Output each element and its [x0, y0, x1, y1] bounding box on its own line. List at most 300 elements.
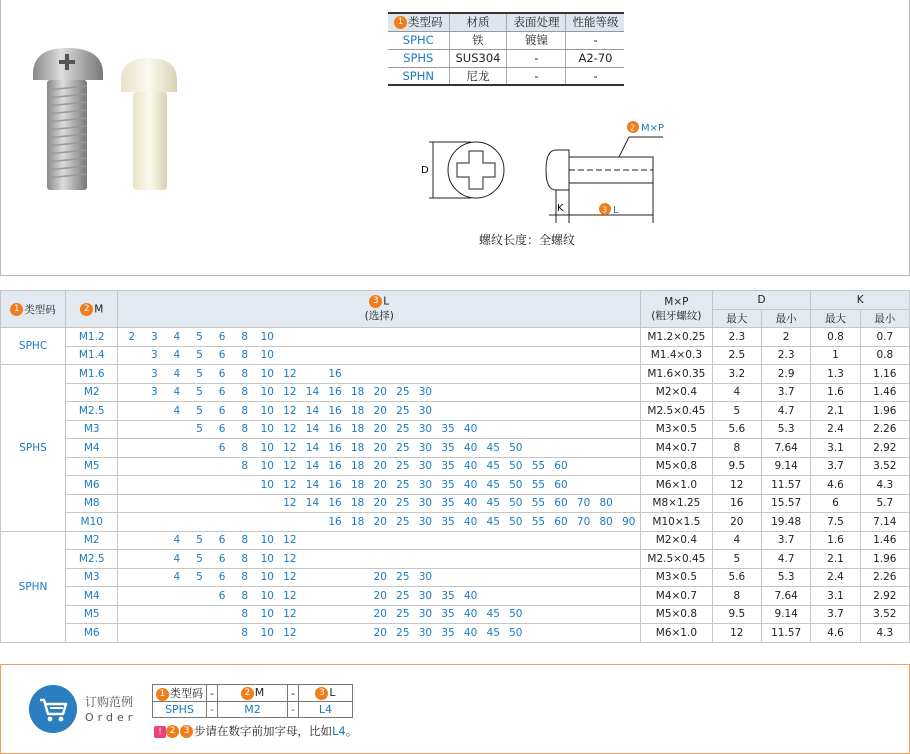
l-value: 3 [150, 386, 158, 399]
l-value: 12 [283, 404, 297, 417]
l-value: 55 [531, 515, 546, 528]
l-value: 35 [441, 460, 455, 473]
l-value: 6 [218, 386, 226, 399]
l-value: 16 [328, 515, 342, 528]
header-type-code: 1 类型码 [1, 291, 66, 328]
l-value: 8 [241, 460, 249, 473]
product-overview-panel [0, 0, 910, 276]
l-value: 90 [622, 515, 636, 528]
header-d-min: 最小 [761, 309, 811, 328]
table-row [1, 531, 910, 550]
dmin-cell: 19.48 [761, 513, 811, 532]
l-value: 30 [418, 497, 433, 510]
l-value: 4 [173, 386, 181, 399]
l-value: 30 [418, 441, 433, 454]
l-values-cell [118, 587, 641, 606]
l-value: 5 [196, 367, 203, 380]
kmax-cell: 2.1 [811, 402, 860, 421]
l-value: 30 [418, 626, 433, 639]
kmin-cell: 3.52 [860, 605, 909, 624]
header-k-max: 最大 [811, 309, 860, 328]
kmin-cell: 1.46 [860, 383, 909, 402]
l-value: 20 [373, 404, 387, 417]
l-value: 10 [260, 552, 274, 565]
l-value: 14 [305, 404, 320, 417]
kmax-cell: 7.5 [811, 513, 860, 532]
table-row [1, 457, 910, 476]
l-value: 30 [418, 478, 433, 491]
l-value: 30 [418, 423, 433, 436]
l-values-cell [118, 383, 641, 402]
svg-text:3: 3 [602, 205, 608, 215]
l-value: 30 [418, 571, 433, 584]
l-value: 25 [396, 460, 410, 473]
l-value: 16 [328, 460, 342, 473]
l-value: 18 [350, 478, 365, 491]
header-d: D [712, 291, 811, 310]
m-cell: M2.5 [66, 550, 118, 569]
l-value: 20 [373, 515, 387, 528]
kmax-cell: 0.8 [811, 328, 860, 347]
l-value: 55 [531, 497, 546, 510]
mp-cell: M2×0.4 [641, 531, 713, 550]
table-row [1, 476, 910, 495]
m-cell: M2 [66, 383, 118, 402]
table-row [1, 568, 910, 587]
table-row [1, 439, 910, 458]
l-value: 14 [305, 497, 320, 510]
table-row [1, 420, 910, 439]
dmin-cell: 4.7 [761, 550, 811, 569]
l-value: 25 [396, 497, 410, 510]
l-value: 8 [241, 367, 249, 380]
l-value: 60 [554, 515, 568, 528]
mp-cell: M4×0.7 [641, 439, 713, 458]
l-value: 4 [173, 571, 181, 584]
dmax-cell: 9.5 [712, 457, 761, 476]
l-value: 5 [196, 349, 203, 362]
l-value: 18 [350, 404, 365, 417]
l-value: 70 [576, 515, 591, 528]
l-value: 5 [196, 330, 203, 343]
l-value: 14 [305, 478, 320, 491]
l-value: 40 [463, 460, 478, 473]
l-value: 40 [463, 515, 478, 528]
l-value: 10 [260, 367, 274, 380]
l-value: 50 [509, 478, 523, 491]
l-value: 12 [283, 589, 297, 602]
kmin-cell: 2.26 [860, 420, 909, 439]
l-value: 10 [260, 626, 274, 639]
dmin-cell: 2.9 [761, 365, 811, 384]
l-value: 20 [373, 608, 387, 621]
type-code-cell: SPHS [1, 365, 66, 532]
l-value: 35 [441, 441, 455, 454]
l-value: 18 [350, 441, 365, 454]
header-k: K [811, 291, 910, 310]
l-value: 6 [218, 404, 226, 417]
l-value: 30 [418, 404, 433, 417]
l-value: 8 [241, 608, 249, 621]
l-values-cell [118, 346, 641, 365]
l-value: 12 [283, 552, 297, 565]
l-values-cell [118, 531, 641, 550]
l-value: 10 [260, 330, 274, 343]
l-value: 30 [418, 460, 433, 473]
dmin-cell: 5.3 [761, 568, 811, 587]
l-value: 4 [173, 404, 181, 417]
table-row [1, 605, 910, 624]
order-title: 订购范例 [85, 695, 134, 709]
svg-text:2: 2 [630, 123, 636, 133]
l-value: 16 [328, 441, 342, 454]
dmax-cell: 5 [712, 550, 761, 569]
l-value: 60 [554, 497, 568, 510]
m-cell: M1.6 [66, 365, 118, 384]
l-value: 10 [260, 441, 274, 454]
l-value: 20 [373, 626, 387, 639]
l-value: 50 [509, 515, 523, 528]
screw-photo [29, 40, 189, 200]
order-example-panel [0, 664, 910, 754]
l-value: 30 [418, 589, 433, 602]
l-value: 12 [283, 534, 297, 547]
l-value: 12 [283, 367, 297, 380]
m-cell: M1.2 [66, 328, 118, 347]
l-value: 25 [396, 589, 410, 602]
l-value: 55 [531, 478, 546, 491]
l-value: 45 [486, 497, 500, 510]
l-value: 35 [441, 589, 455, 602]
kmin-cell: 0.7 [860, 328, 909, 347]
l-value: 25 [396, 423, 410, 436]
l-values-cell [118, 605, 641, 624]
dmin-cell: 3.7 [761, 531, 811, 550]
table-row [1, 365, 910, 384]
l-value: 8 [241, 423, 249, 436]
l-value: 12 [283, 460, 297, 473]
l-value: 80 [599, 497, 613, 510]
l-value: 10 [260, 404, 274, 417]
l-value: 14 [305, 460, 320, 473]
table-row [1, 328, 910, 347]
l-value: 6 [218, 552, 226, 565]
dmin-cell: 11.57 [761, 624, 811, 643]
l-values-cell [118, 568, 641, 587]
l-values-cell [118, 624, 641, 643]
dmin-cell: 11.57 [761, 476, 811, 495]
l-value: 8 [241, 330, 249, 343]
l-value: 70 [576, 497, 591, 510]
l-value: 35 [441, 497, 455, 510]
l-value: 25 [396, 515, 410, 528]
kmax-cell: 1.6 [811, 383, 860, 402]
kmin-cell: 0.8 [860, 346, 909, 365]
mp-cell: M10×1.5 [641, 513, 713, 532]
dmax-cell: 5 [712, 402, 761, 421]
kmax-cell: 3.7 [811, 605, 860, 624]
l-value: 40 [463, 497, 478, 510]
table-row: SPHC 铁 镀镍 - [388, 31, 624, 49]
l-value: 35 [441, 515, 455, 528]
type-code-cell: SPHC [1, 328, 66, 365]
l-value: 3 [150, 349, 158, 362]
l-value: 14 [305, 386, 320, 399]
mp-label: M×P [641, 123, 665, 134]
l-value: 18 [350, 497, 365, 510]
l-value: 16 [328, 423, 342, 436]
l-value: 6 [218, 589, 226, 602]
l-values-cell [118, 402, 641, 421]
l-value: 20 [373, 478, 387, 491]
dmax-cell: 8 [712, 587, 761, 606]
dmin-cell: 4.7 [761, 402, 811, 421]
kmax-cell: 3.7 [811, 457, 860, 476]
l-value: 50 [509, 626, 523, 639]
l-value: 25 [396, 478, 410, 491]
l-value: 25 [396, 441, 410, 454]
l-value: 5 [196, 404, 203, 417]
kmax-cell: 3.1 [811, 439, 860, 458]
dmax-cell: 2.5 [712, 346, 761, 365]
order-title-en: Order [85, 711, 137, 724]
l-value: 12 [283, 441, 297, 454]
kmin-cell: 3.52 [860, 457, 909, 476]
l-value: 45 [486, 515, 500, 528]
l-value: 5 [196, 423, 203, 436]
material-table [388, 12, 624, 86]
material-header-surface: 表面处理 [507, 13, 566, 31]
l-value: 25 [396, 386, 410, 399]
l-value: 4 [173, 367, 181, 380]
l-value: 30 [418, 515, 433, 528]
table-row [1, 513, 910, 532]
mp-cell: M6×1.0 [641, 624, 713, 643]
type-code-cell: SPHN [1, 531, 66, 642]
l-value: 55 [531, 460, 546, 473]
l-values-cell [118, 476, 641, 495]
table-row [1, 550, 910, 569]
l-value: 8 [241, 386, 249, 399]
order-example-table: 1 类型码 - 2 M - 3 L SPHS - M2 - L4 [152, 684, 353, 718]
kmin-cell: 2.92 [860, 439, 909, 458]
l-value: 4 [173, 349, 181, 362]
kmin-cell: 4.3 [860, 624, 909, 643]
l-value: 20 [373, 423, 387, 436]
l-value: 8 [241, 571, 249, 584]
l-values-cell [118, 420, 641, 439]
l-value: 12 [283, 571, 297, 584]
kmin-cell: 2.26 [860, 568, 909, 587]
l-value: 50 [509, 608, 523, 621]
kmin-cell: 1.16 [860, 365, 909, 384]
table-row [1, 383, 910, 402]
l-value: 18 [350, 386, 365, 399]
mp-cell: M4×0.7 [641, 587, 713, 606]
l-value: 12 [283, 386, 297, 399]
l-value: 8 [241, 534, 249, 547]
order-note: ! 2 3 步请在数字前加字母，比如L4。 [154, 723, 357, 739]
kmax-cell: 1.3 [811, 365, 860, 384]
l-value: 25 [396, 608, 410, 621]
l-value: 50 [509, 441, 523, 454]
l-value: 6 [218, 571, 226, 584]
d-label: D [421, 165, 429, 176]
dmin-cell: 7.64 [761, 439, 811, 458]
warning-icon: ! [154, 726, 166, 738]
dmin-cell: 15.57 [761, 494, 811, 513]
dmin-cell: 2.3 [761, 346, 811, 365]
l-value: 45 [486, 478, 500, 491]
l-value: 18 [350, 423, 365, 436]
kmax-cell: 4.6 [811, 624, 860, 643]
l-value: 5 [196, 571, 203, 584]
m-cell: M2.5 [66, 402, 118, 421]
l-value: 10 [260, 423, 274, 436]
l-value: 3 [150, 330, 158, 343]
l-value: 16 [328, 478, 342, 491]
l-value: 40 [463, 478, 478, 491]
thread-length-note: 螺纹长度：全螺纹 [479, 233, 576, 247]
l-value: 14 [305, 441, 320, 454]
l-label: L [613, 205, 619, 216]
l-value: 12 [283, 497, 297, 510]
l-values-cell [118, 550, 641, 569]
l-value: 60 [554, 460, 568, 473]
kmax-cell: 2.1 [811, 550, 860, 569]
header-m: 2 M [66, 291, 118, 328]
l-value: 16 [328, 367, 342, 380]
dmax-cell: 2.3 [712, 328, 761, 347]
mp-cell: M5×0.8 [641, 605, 713, 624]
m-cell: M5 [66, 457, 118, 476]
l-value: 45 [486, 441, 500, 454]
l-value: 40 [463, 608, 478, 621]
kmax-cell: 3.1 [811, 587, 860, 606]
m-cell: M5 [66, 605, 118, 624]
l-value: 4 [173, 534, 181, 547]
dmax-cell: 3.2 [712, 365, 761, 384]
l-value: 5 [196, 386, 203, 399]
l-value: 25 [396, 404, 410, 417]
l-value: 5 [196, 534, 203, 547]
kmax-cell: 2.4 [811, 420, 860, 439]
l-value: 40 [463, 441, 478, 454]
material-header-material: 材质 [449, 13, 507, 31]
m-cell: M3 [66, 568, 118, 587]
l-value: 18 [350, 515, 365, 528]
material-header-type: 1 类型码 [388, 13, 449, 31]
l-values-cell [118, 494, 641, 513]
dmin-cell: 9.14 [761, 605, 811, 624]
l-value: 20 [373, 571, 387, 584]
l-value: 25 [396, 626, 410, 639]
mp-cell: M2.5×0.45 [641, 402, 713, 421]
l-value: 60 [554, 478, 568, 491]
l-value: 40 [463, 423, 478, 436]
l-values-cell [118, 513, 641, 532]
dmax-cell: 20 [712, 513, 761, 532]
m-cell: M4 [66, 587, 118, 606]
l-value: 18 [350, 460, 365, 473]
mp-cell: M2.5×0.45 [641, 550, 713, 569]
table-row [1, 346, 910, 365]
l-value: 10 [260, 460, 274, 473]
l-value: 30 [418, 386, 433, 399]
l-value: 20 [373, 386, 387, 399]
l-value: 35 [441, 423, 455, 436]
dmax-cell: 5.6 [712, 420, 761, 439]
l-value: 20 [373, 460, 387, 473]
l-value: 45 [486, 608, 500, 621]
mp-cell: M1.4×0.3 [641, 346, 713, 365]
l-value: 6 [218, 441, 226, 454]
l-value: 6 [218, 534, 226, 547]
l-value: 20 [373, 589, 387, 602]
kmax-cell: 4.6 [811, 476, 860, 495]
l-value: 12 [283, 423, 297, 436]
dmax-cell: 4 [712, 383, 761, 402]
table-row [1, 587, 910, 606]
dmin-cell: 3.7 [761, 383, 811, 402]
l-values-cell [118, 439, 641, 458]
m-cell: M6 [66, 624, 118, 643]
l-value: 6 [218, 349, 226, 362]
l-value: 20 [373, 497, 387, 510]
l-value: 8 [241, 589, 249, 602]
specification-table [0, 290, 910, 643]
mp-cell: M1.6×0.35 [641, 365, 713, 384]
l-value: 3 [150, 367, 158, 380]
l-value: 4 [173, 552, 181, 565]
l-value: 10 [260, 386, 274, 399]
kmax-cell: 2.4 [811, 568, 860, 587]
l-value: 50 [509, 497, 523, 510]
header-d-max: 最大 [712, 309, 761, 328]
l-value: 8 [241, 626, 249, 639]
dmax-cell: 9.5 [712, 605, 761, 624]
kmin-cell: 1.96 [860, 402, 909, 421]
m-cell: M3 [66, 420, 118, 439]
l-value: 8 [241, 404, 249, 417]
l-value: 45 [486, 460, 500, 473]
mp-cell: M1.2×0.25 [641, 328, 713, 347]
l-value: 16 [328, 386, 342, 399]
l-value: 10 [260, 589, 274, 602]
header-k-min: 最小 [860, 309, 909, 328]
l-value: 10 [260, 534, 274, 547]
k-label: K [557, 203, 564, 214]
l-value: 10 [260, 608, 274, 621]
kmax-cell: 1.6 [811, 531, 860, 550]
table-row: SPHN 尼龙 - - [388, 67, 624, 85]
l-value: 12 [283, 608, 297, 621]
material-header-grade: 性能等级 [566, 13, 625, 31]
table-row [1, 402, 910, 421]
kmin-cell: 4.3 [860, 476, 909, 495]
l-value: 16 [328, 497, 342, 510]
l-value: 16 [328, 404, 342, 417]
shopping-cart-icon [29, 685, 77, 733]
dmin-cell: 7.64 [761, 587, 811, 606]
dmax-cell: 16 [712, 494, 761, 513]
l-value: 80 [599, 515, 613, 528]
m-cell: M4 [66, 439, 118, 458]
m-cell: M2 [66, 531, 118, 550]
m-cell: M1.4 [66, 346, 118, 365]
l-value: 8 [241, 552, 249, 565]
m-cell: M8 [66, 494, 118, 513]
